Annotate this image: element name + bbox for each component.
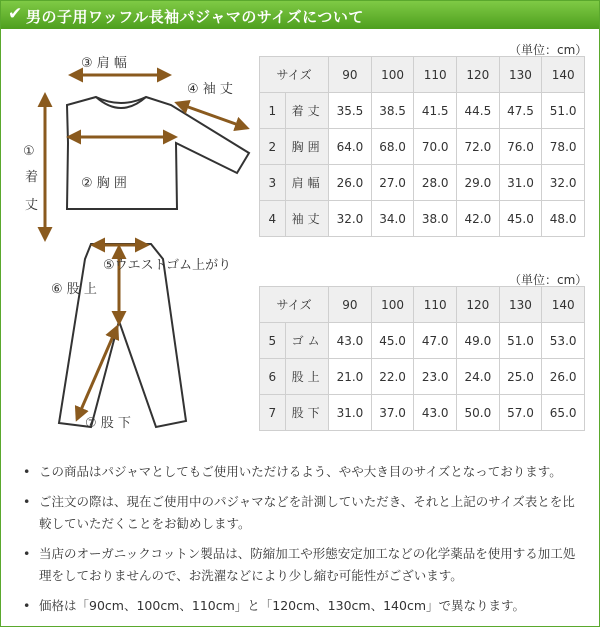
size-column-header: 100	[371, 57, 414, 93]
unit-label-bottom: （単位：cm）	[509, 273, 588, 287]
table-row	[260, 359, 585, 395]
check-icon: ✔	[8, 4, 23, 24]
row-label: ゴム	[285, 323, 329, 359]
shirt-outline	[67, 97, 249, 209]
table-cell: 26.0	[542, 359, 585, 395]
length-label-num: ①	[23, 144, 35, 159]
table-cell: 34.0	[371, 201, 414, 237]
table-cell: 78.0	[542, 129, 585, 165]
table-row	[260, 129, 585, 165]
length-label-b: 丈	[25, 198, 39, 213]
table-cell: 50.0	[457, 395, 500, 431]
note-text: 当店のオーガニックコットン製品は、防縮加工や形態安定加工などの化学薬品を使用する加工処理をしておりませんので、お洗濯などにより少し縮む可能性がございます。	[39, 546, 576, 583]
note-item	[23, 543, 583, 587]
size-column-header: 140	[542, 57, 585, 93]
row-number: 3	[260, 165, 286, 201]
size-column-header: 130	[499, 57, 542, 93]
table-cell: 70.0	[414, 129, 457, 165]
row-number: 2	[260, 129, 286, 165]
table-cell: 45.0	[499, 201, 542, 237]
rise-label: ⑥ 股 上	[51, 282, 97, 297]
table-cell: 53.0	[542, 323, 585, 359]
table-cell: 64.0	[329, 129, 372, 165]
note-text: 価格は「90cm、100cm、110cm」と「120cm、130cm、140cm」で異なります。	[39, 598, 525, 613]
table-row	[260, 165, 585, 201]
chest-label: ② 胸 囲	[81, 176, 127, 191]
table-cell: 48.0	[542, 201, 585, 237]
row-number: 6	[260, 359, 286, 395]
row-number: 5	[260, 323, 286, 359]
size-column-header: 90	[329, 57, 372, 93]
table-cell: 24.0	[457, 359, 500, 395]
size-header-cell: サイズ	[260, 287, 329, 323]
table-cell: 65.0	[542, 395, 585, 431]
table-cell: 45.0	[371, 323, 414, 359]
table-row	[260, 323, 585, 359]
note-text: この商品はパジャマとしてもご使用いただけるよう、やや大き目のサイズとなっております。	[39, 464, 562, 479]
table-cell: 38.0	[414, 201, 457, 237]
size-column-header: 100	[371, 287, 414, 323]
table-cell: 31.0	[499, 165, 542, 201]
table-cell: 31.0	[329, 395, 372, 431]
pajama-diagram	[1, 31, 263, 441]
table-cell: 37.0	[371, 395, 414, 431]
table-header-row	[260, 57, 585, 93]
waist-label: ⑤ウエストゴム上がり	[103, 258, 232, 273]
table-cell: 51.0	[499, 323, 542, 359]
table-header-row	[260, 287, 585, 323]
shoulder-label: ③ 肩 幅	[81, 56, 127, 71]
bullet-icon: •	[23, 494, 31, 509]
table-cell: 29.0	[457, 165, 500, 201]
table-cell: 68.0	[371, 129, 414, 165]
length-label-a: 着	[25, 170, 39, 185]
row-label: 股上	[285, 359, 329, 395]
size-column-header: 130	[499, 287, 542, 323]
table-cell: 72.0	[457, 129, 500, 165]
table-cell: 51.0	[542, 93, 585, 129]
inseam-label: ⑦ 股 下	[85, 416, 131, 431]
table-cell: 27.0	[371, 165, 414, 201]
size-column-header: 110	[414, 287, 457, 323]
row-label: 袖丈	[285, 201, 329, 237]
row-label: 着丈	[285, 93, 329, 129]
row-number: 1	[260, 93, 286, 129]
row-number: 4	[260, 201, 286, 237]
table-cell: 35.5	[329, 93, 372, 129]
size-column-header: 110	[414, 57, 457, 93]
size-column-header: 140	[542, 287, 585, 323]
notes-list	[23, 461, 583, 625]
table-cell: 43.0	[414, 395, 457, 431]
note-item	[23, 595, 583, 617]
row-number: 7	[260, 395, 286, 431]
table-row	[260, 201, 585, 237]
size-column-header: 90	[329, 287, 372, 323]
table-cell: 32.0	[329, 201, 372, 237]
table-cell: 47.5	[499, 93, 542, 129]
table-cell: 44.5	[457, 93, 500, 129]
sleeve-label: ④ 袖 丈	[187, 82, 233, 97]
row-label: 股下	[285, 395, 329, 431]
bullet-icon: •	[23, 464, 31, 479]
size-header-cell: サイズ	[260, 57, 329, 93]
unit-label-top: （単位：cm）	[509, 43, 588, 57]
table-row	[260, 93, 585, 129]
table-row	[260, 395, 585, 431]
table-cell: 47.0	[414, 323, 457, 359]
table-cell: 26.0	[329, 165, 372, 201]
table-cell: 32.0	[542, 165, 585, 201]
table-cell: 49.0	[457, 323, 500, 359]
row-label: 肩幅	[285, 165, 329, 201]
header-bar	[1, 1, 599, 29]
size-column-header: 120	[457, 57, 500, 93]
size-column-header: 120	[457, 287, 500, 323]
bullet-icon: •	[23, 546, 31, 561]
note-text: ご注文の際は、現在ご使用中のパジャマなどを計測していただき、それと上記のサイズ表とを比較していただくことをお勧めします。	[39, 494, 575, 531]
table-cell: 57.0	[499, 395, 542, 431]
note-item	[23, 491, 583, 535]
row-label: 胸囲	[285, 129, 329, 165]
table-cell: 43.0	[329, 323, 372, 359]
size-table-bottom	[259, 286, 585, 431]
table-cell: 41.5	[414, 93, 457, 129]
bullet-icon: •	[23, 598, 31, 613]
page-title: 男の子用ワッフル長袖パジャマのサイズについて	[26, 8, 364, 26]
table-cell: 22.0	[371, 359, 414, 395]
size-table-top	[259, 56, 585, 237]
note-item	[23, 461, 583, 483]
table-cell: 25.0	[499, 359, 542, 395]
table-cell: 28.0	[414, 165, 457, 201]
table-cell: 38.5	[371, 93, 414, 129]
table-cell: 42.0	[457, 201, 500, 237]
table-cell: 21.0	[329, 359, 372, 395]
table-cell: 23.0	[414, 359, 457, 395]
table-cell: 76.0	[499, 129, 542, 165]
